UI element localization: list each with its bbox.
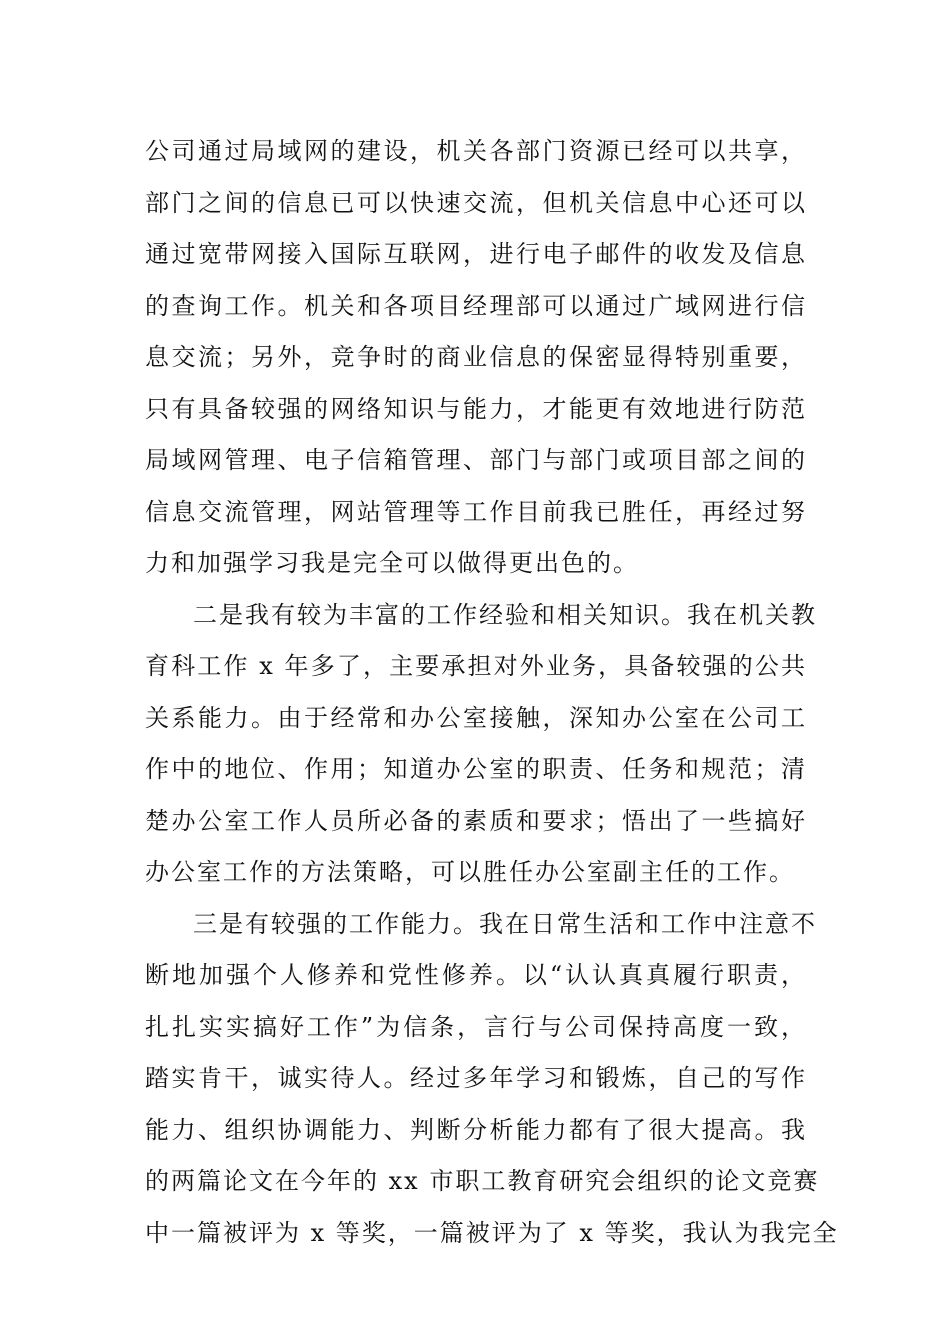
text-line: 力和加强学习我是完全可以做得更出色的。 xyxy=(145,549,639,577)
text-line: 育科工作 x 年多了，主要承担对外业务，具备较强的公共 xyxy=(145,652,807,680)
text-line: 扎扎实实搞好工作”为信条，言行与公司保持高度一致， xyxy=(145,1012,807,1041)
text-line: 断地加强个人修养和党性修养。以“认认真真履行职责， xyxy=(145,961,807,989)
text-line: 办公室工作的方法策略，可以胜任办公室副主任的工作。 xyxy=(145,858,795,886)
text-line: 三是有较强的工作能力。我在日常生活和工作中注意不 xyxy=(193,909,817,938)
text-line: 的查询工作。机关和各项目经理部可以通过广域网进行信 xyxy=(145,291,807,320)
paragraph-3 xyxy=(145,899,839,1260)
text-line: 息交流；另外，竞争时的商业信息的保密显得特别重要， xyxy=(145,343,807,371)
text-line: 公司通过局域网的建设，机关各部门资源已经可以共享， xyxy=(145,137,807,165)
text-line: 的两篇论文在今年的 xx 市职工教育研究会组织的论文竞赛 xyxy=(145,1167,820,1195)
text-line: 只有具备较强的网络知识与能力，才能更有效地进行防范 xyxy=(145,394,807,423)
text-line: 踏实肯干，诚实待人。经过多年学习和锻炼，自己的写作 xyxy=(145,1064,807,1092)
text-line: 通过宽带网接入国际互联网，进行电子邮件的收发及信息 xyxy=(145,240,807,268)
paragraph-2 xyxy=(145,590,817,899)
paragraph-1 xyxy=(145,126,807,590)
text-line: 中一篇被评为 x 等奖，一篇被评为了 x 等奖，我认为我完全 xyxy=(145,1218,839,1247)
text-line: 作中的地位、作用；知道办公室的职责、任务和规范；清 xyxy=(145,755,807,783)
text-line: 楚办公室工作人员所必备的素质和要求；悟出了一些搞好 xyxy=(145,806,807,835)
text-line: 二是我有较为丰富的工作经验和相关知识。我在机关教 xyxy=(193,600,817,629)
document-body xyxy=(145,126,839,1259)
text-line: 信息交流管理，网站管理等工作目前我已胜任，再经过努 xyxy=(145,497,807,526)
text-line: 能力、组织协调能力、判断分析能力都有了很大提高。我 xyxy=(145,1115,807,1144)
text-line: 部门之间的信息已可以快速交流，但机关信息中心还可以 xyxy=(145,188,807,217)
text-line: 关系能力。由于经常和办公室接触，深知办公室在公司工 xyxy=(145,703,807,732)
text-line: 局域网管理、电子信箱管理、部门与部门或项目部之间的 xyxy=(145,446,807,474)
